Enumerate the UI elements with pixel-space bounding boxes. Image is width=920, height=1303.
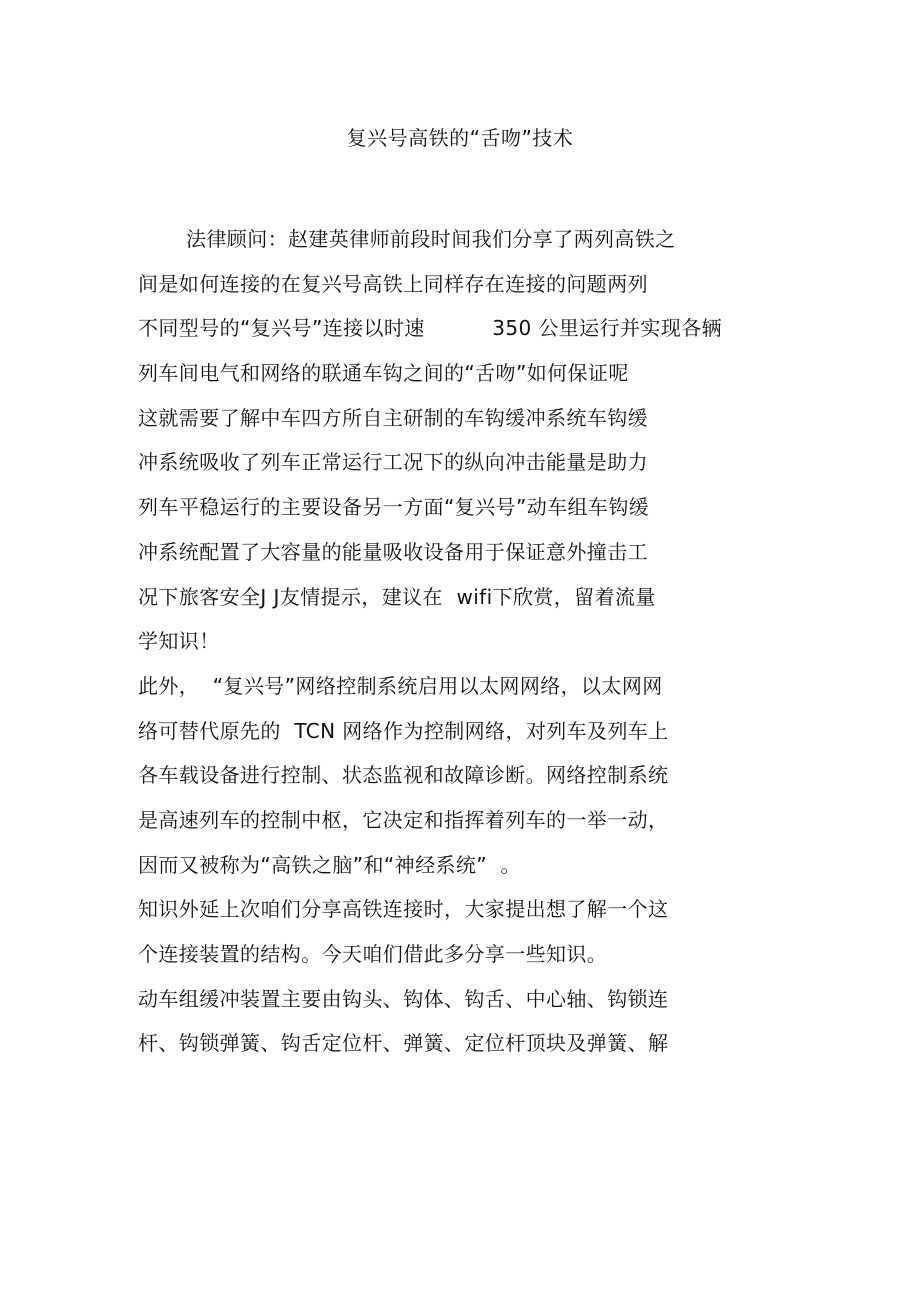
text-line: 不同型号的“复兴号”连接以时速 350 公里运行并实现各辆 [138, 316, 723, 341]
text-line: 冲系统吸收了列车正常运行工况下的纵向冲击能量是助力 [138, 450, 648, 475]
text-line: 学知识！ [138, 629, 220, 654]
text-line: 杆、钩锁弹簧、钩舌定位杆、弹簧、定位杆顶块及弹簧、解 [138, 1031, 669, 1056]
text-line: 列车平稳运行的主要设备另一方面“复兴号”动车组车钩缓 [138, 495, 650, 520]
text-line: 个连接装置的结构。今天咱们借此多分享一些知识。 [138, 942, 608, 966]
text-line: 动车组缓冲装置主要由钩头、钩体、钩舌、中心轴、钩锁连 [138, 986, 669, 1011]
text-line: 因而又被称为“高铁之脑”和“神经系统” 。 [138, 852, 521, 877]
text-line: 各车载设备进行控制、状态监视和故障诊断。网络控制系统 [138, 763, 669, 788]
text-line: 这就需要了解中车四方所自主研制的车钩缓冲系统车钩缓 [138, 405, 648, 430]
text-line: 知识外延上次咱们分享高铁连接时，大家提出想了解一个这 [138, 897, 669, 922]
text-line: 法律顾问：赵建英律师前段时间我们分享了两列高铁之 [186, 227, 676, 251]
text-line: 间是如何连接的在复兴号高铁上同样存在连接的问题两列 [138, 271, 648, 296]
text-line: 是高速列车的控制中枢，它决定和指挥着列车的一举一动， [138, 807, 669, 832]
text-line: 此外， “复兴号”网络控制系统启用以太网网络，以太网网 [138, 673, 663, 698]
document-body [138, 225, 778, 1074]
document-title: 复兴号高铁的“舌吻”技术 [346, 126, 574, 150]
text-line: 冲系统配置了大容量的能量吸收设备用于保证意外撞击工 [138, 539, 648, 564]
text-line: 列车间电气和网络的联通车钩之间的“舌吻”如何保证呢 [138, 361, 629, 386]
text-line: 络可替代原先的 TCN 网络作为控制网络，对列车及列车上 [138, 718, 669, 743]
text-line: 况下旅客安全J J友情提示，建议在 wifi下欣赏，留着流量 [138, 584, 656, 609]
